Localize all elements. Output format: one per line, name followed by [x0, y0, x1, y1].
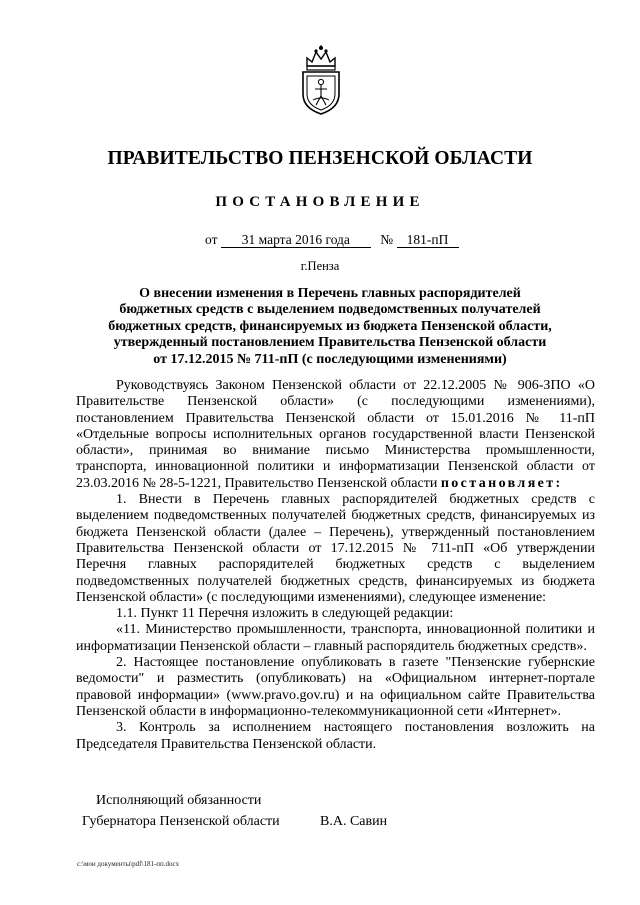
signature-block: [82, 790, 388, 832]
date-number-line: [205, 232, 459, 248]
file-path: c:\мои документы\pdf\181-пп.docx: [77, 860, 180, 868]
subject-line: бюджетных средств, финансируемых из бюджета Пензенской области,: [108, 318, 552, 334]
preamble-paragraph: [76, 378, 595, 492]
paragraph-1: 1. Внести в Перечень главных распорядителей бюджетных средств с выделением подведомственных получателей бюджетных средств, финансируемых из бюджета Пензенской области (далее – Перечень), утвержденный постановлением Правительства Пензенской области от 17.12.2015 № 711-пП «Об утверждении Перечня главных распорядителей бюджетных средств с выделением подведомственных получателей бюджетных средств, финансируемых из бюджета Пензенской области» (с последующими изменениями), следующее изменение:: [76, 492, 595, 605]
subject-line: утвержденный постановлением Правительства Пензенской области: [113, 335, 547, 351]
subject-line: О внесении изменения в Перечень главных распорядителей: [139, 286, 521, 301]
date-prefix: от: [205, 232, 218, 247]
paragraph-1-1: 1.1. Пункт 11 Перечня изложить в следующей редакции:: [116, 606, 454, 622]
city: г.Пенза: [300, 259, 340, 273]
document-subject: [80, 286, 580, 368]
paragraph-1-1-text: «11. Министерство промышленности, транспорта, инновационной политики и информатизации Пензенской области – главный распорядитель бюджетных средств».: [76, 622, 595, 654]
document-date: 31 марта 2016 года: [221, 233, 371, 248]
subject-line: от 17.12.2015 № 711-пП (с последующими изменениями): [153, 351, 507, 367]
government-title: ПРАВИТЕЛЬСТВО ПЕНЗЕНСКОЙ ОБЛАСТИ: [107, 148, 533, 169]
coat-of-arms-icon: [297, 44, 345, 116]
resolves-word: постановляет:: [440, 475, 563, 491]
number-prefix: №: [380, 232, 394, 247]
paragraph-2: 2. Настоящее постановление опубликовать в газете "Пензенские губернские ведомости" и разместить (опубликовать) на «Официальном интернет-портале правовой информации» (www.pravo.gov.ru) и на официальном сайте Правительства Пензенской области в информационно-телекоммуникационной сети «Интернет».: [76, 655, 595, 719]
signer-name: В.А. Савин: [320, 814, 388, 829]
document-body: [76, 378, 595, 753]
document-type: ПОСТАНОВЛЕНИЕ: [215, 194, 425, 210]
preamble-text: Руководствуясь Законом Пензенской области от 22.12.2005 № 906-ЗПО «О Правительстве Пензенской области» (с последующими изменениями), постановлением Правительства Пензенской области от 15.01.2016 № 11-пП «Отдельные вопросы исполнительных органов государственной власти Пензенской области», принимая во внимание письмо Министерства промышленности, транспорта, инновационной политики и информатизации Пензенской области от 23.03.2016 № 28-5-1221, Правительство Пензенской области: [76, 378, 595, 491]
signer-position-line2: Губернатора Пензенской области: [82, 814, 280, 829]
subject-line: бюджетных средств с выделением подведомственных получателей: [119, 302, 541, 318]
paragraph-3: 3. Контроль за исполнением настоящего постановления возложить на Председателя Правительства Пензенской области.: [76, 720, 595, 752]
signer-position-line1: Исполняющий обязанности: [96, 793, 262, 808]
document-number: 181-пП: [397, 233, 459, 248]
